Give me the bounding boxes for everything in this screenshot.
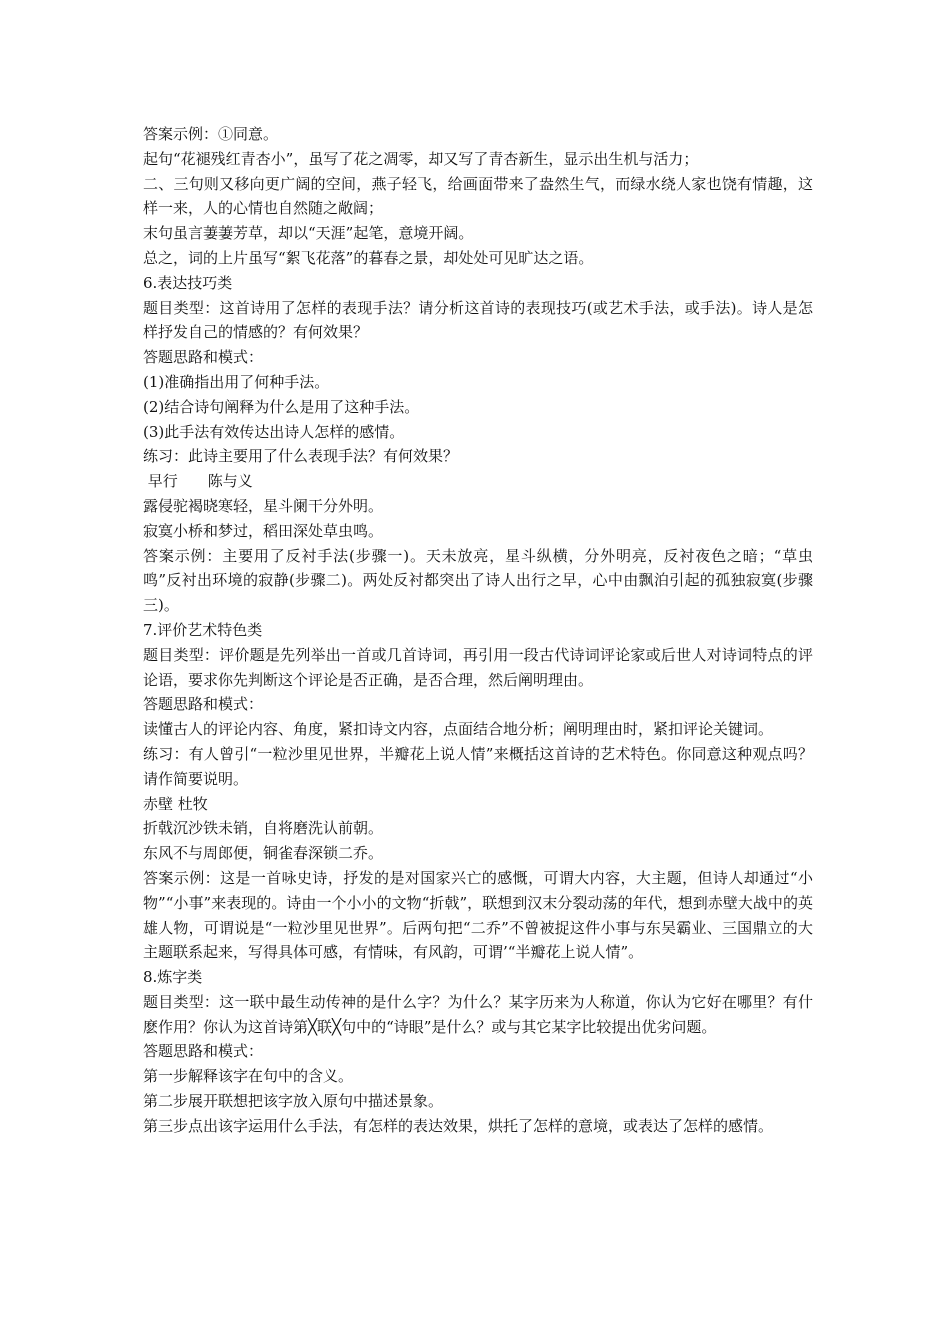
- section-heading: 7.评价艺术特色类: [143, 620, 263, 639]
- text-line: 答案示例：主要用了反衬手法(步骤一)。天未放亮，星斗纵横，分外明亮，反衬夜色之暗；“草虫鸣”反衬出环境的寂静(步骤二)。两处反衬都突出了诗人出行之早，心中由飘泊引起的孤独寂寞(步骤三)。: [143, 546, 813, 615]
- text-line: 答题思路和模式：: [143, 348, 264, 367]
- text-line: (2)结合诗句阐释为什么是用了这种手法。: [143, 397, 420, 416]
- text-line: 题目类型：评价题是先列举出一首或几首诗词，再引用一段古代诗词评论家或后世人对诗词特点的评论语，要求你先判断这个评论是否正确，是否合理，然后阐明理由。: [143, 645, 813, 689]
- text-line: 读懂古人的评论内容、角度，紧扣诗文内容，点面结合地分析；阐明理由时，紧扣评论关键词。: [143, 720, 774, 739]
- poem-line: 东风不与周郎便，铜雀春深锁二乔。: [143, 844, 384, 863]
- section-heading: 6.表达技巧类: [143, 273, 233, 292]
- text-line: 起句“花褪残红青杏小”，虽写了花之凋零，却又写了青杏新生，显示出生机与活力；: [143, 149, 699, 168]
- text-line: 答案示例：①同意。: [143, 125, 279, 143]
- poem-line: 露侵驼褐晓寒轻，星斗阑干分外明。: [143, 496, 384, 515]
- text-line: 答题思路和模式：: [143, 695, 264, 714]
- poem-line: 寂寞小桥和梦过，稻田深处草虫鸣。: [143, 521, 384, 540]
- poem-title: 早行 陈与义: [143, 472, 253, 491]
- text-line: 题目类型：这首诗用了怎样的表现手法？请分析这首诗的表现技巧(或艺术手法，或手法)。诗人是怎样抒发自己的情感的？有何效果？: [143, 298, 813, 342]
- section-heading: 8.炼字类: [143, 968, 203, 987]
- text-line: 第三步点出该字运用什么手法，有怎样的表达效果，烘托了怎样的意境，或表达了怎样的感情。: [143, 1116, 774, 1135]
- text-line: 答题思路和模式：: [143, 1042, 264, 1061]
- text-line: 题目类型：这一联中最生动传神的是什么字？为什么？某字历来为人称道，你认为它好在哪里？有什麽作用？你认为这首诗第╳联╳句中的“诗眼”是什么？或与其它某字比较提出优劣问题。: [143, 992, 813, 1036]
- poem-title: 赤壁 杜牧: [143, 794, 208, 813]
- text-line: 二、三句则又移向更广阔的空间，燕子轻飞，给画面带来了盎然生气，而绿水绕人家也饶有情趣，这样一来，人的心情也自然随之敞阔；: [143, 174, 813, 218]
- text-line: 答案示例：这是一首咏史诗，抒发的是对国家兴亡的感慨，可谓大内容，大主题，但诗人却通过“小物”“小事”来表现的。诗由一个小小的文物“折戟”，联想到汉末分裂动荡的年代，想到赤壁大战中的英雄人物，可谓说是“一粒沙里见世界”。后两句把“二乔”不曾被捉这件小事与东吴霸业、三国鼎立的大主题联系起来，写得具体可感，有情味，有风韵，可谓’“半瓣花上说人情”。: [143, 868, 813, 962]
- text-line: 练习：有人曾引“一粒沙里见世界，半瓣花上说人情”来概括这首诗的艺术特色。你同意这种观点吗？请作简要说明。: [143, 744, 813, 788]
- text-line: (1)准确指出用了何种手法。: [143, 372, 330, 391]
- text-line: 总之，词的上片虽写“絮飞花落”的暮春之景，却处处可见旷达之语。: [143, 248, 594, 267]
- document-page: [143, 122, 813, 1139]
- text-line: (3)此手法有效传达出诗人怎样的感情。: [143, 422, 405, 441]
- poem-line: 折戟沉沙铁未销，自将磨洗认前朝。: [143, 819, 384, 838]
- text-line: 第一步解释该字在句中的含义。: [143, 1067, 354, 1086]
- text-line: 练习：此诗主要用了什么表现手法？有何效果？: [143, 447, 459, 466]
- text-line: 第二步展开联想把该字放入原句中描述景象。: [143, 1092, 444, 1111]
- text-line: 末句虽言萋萋芳草，却以“天涯”起笔，意境开阔。: [143, 224, 474, 243]
